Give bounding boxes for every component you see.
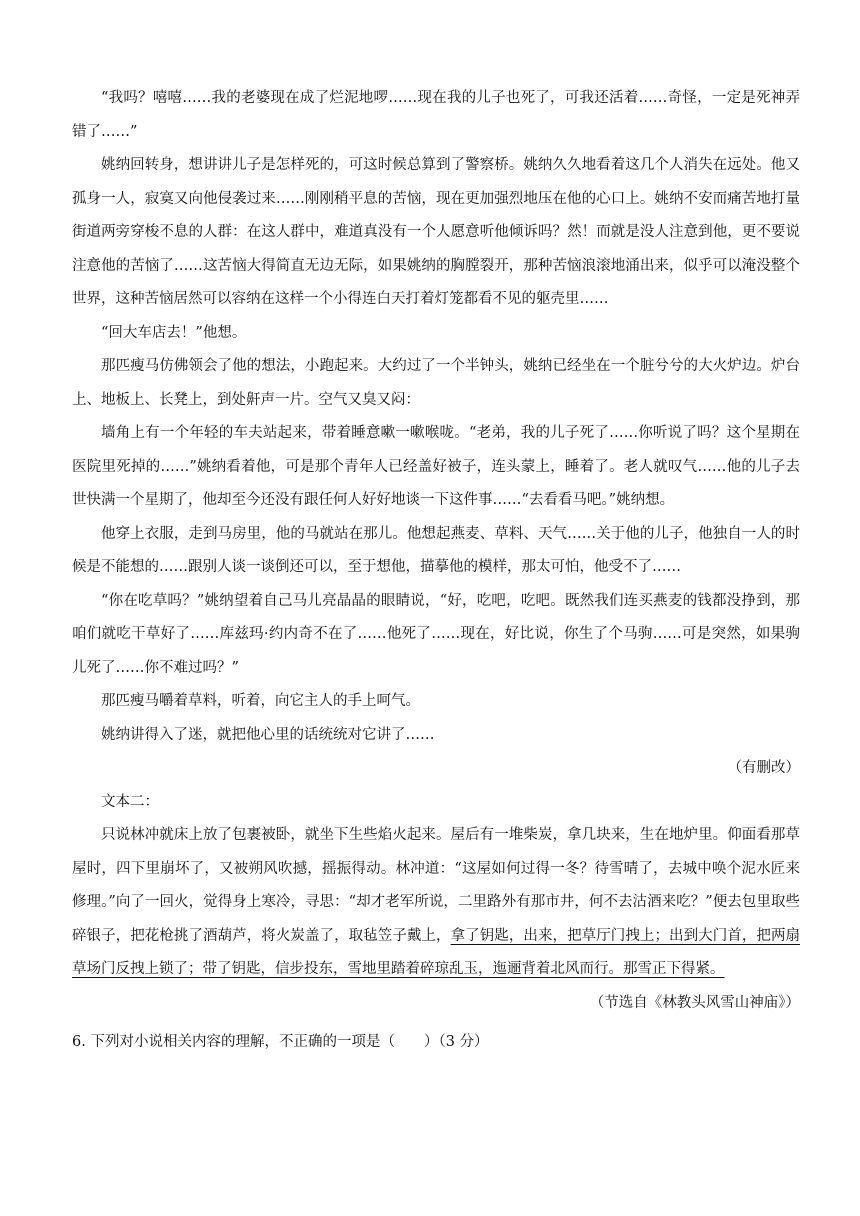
paragraph-10-text: 只说林冲就床上放了包裹被卧，就坐下生些焰火起来。屋后有一堆柴炭，拿几块来，生在地炉里。仰面看那草屋时，四下里崩坏了，又被朔风吹撼，摇振得动。林冲道：“这屋如何过得一冬？待雪晴了，去城中唤个泥水匠来修理。”向了一回火，觉得身上寒冷，寻思：“却才老军所说，二里路外有那市井，何不去沽酒来吃？”便去包里取些碎银子，把花枪挑了酒葫芦，将火炭盖了，取毡笠子戴上， [72,827,800,944]
underlined-passage: 拿了钥匙，出来，把草厅门拽上；出到大门首，把两扇草场门反拽上锁了；带了钥匙，信步投东，雪地里踏着碎琼乱玉，迤逦背着北风而行。那雪正下得紧。 [72,927,800,977]
document-content [72,82,800,1060]
paragraph-10 [72,819,800,987]
question-6: 6. 下列对小说相关内容的理解，不正确的一项是（ ）（3 分） [72,1034,489,1050]
paragraph-9: 姚纳讲得入了迷，就把他心里的话统统对它讲了…… [101,726,435,743]
text2-label: 文本二： [101,793,159,810]
source-note-1: （有删改） [727,760,800,776]
source-note-2: （节选自《林教头风雪山神庙》） [589,994,800,1011]
paragraph-3: “回大车店去！”他想。 [101,324,247,341]
paragraph-5: 墙角上有一个年轻的车夫站起来，带着睡意嗽一嗽喉咙。“老弟，我的儿子死了……你听说了吗？这个星期在医院里死掉的……”姚纳看着他，可是那个青年人已经盖好被子，连头蒙上，睡着了。老人就叹气……他的儿子去世快满一个星期了，他却至今还没有跟任何人好好地谈一下这件事……“去看看马吧。”姚纳想。 [72,425,800,508]
paragraph-6: 他穿上衣服，走到马房里，他的马就站在那儿。他想起燕麦、草料、天气……关于他的儿子，他独自一人的时候是不能想的……跟别人谈一谈倒还可以，至于想他，描摹他的模样，那太可怕，他受不了…… [72,525,800,575]
paragraph-4: 那匹瘦马仿佛领会了他的想法，小跑起来。大约过了一个半钟头，姚纳已经坐在一个脏兮兮的大火炉边。炉台上、地板上、长凳上，到处鼾声一片。空气又臭又闷： [72,358,800,408]
paragraph-2: 姚纳回转身，想讲讲儿子是怎样死的，可这时候总算到了警察桥。姚纳久久地看着这几个人消失在远处。他又孤身一人，寂寞又向他侵袭过来……刚刚稍平息的苦恼，现在更加强烈地压在他的心口上。姚纳不安而痛苦地打量街道两旁穿梭不息的人群：在这人群中，难道真没有一个人愿意听他倾诉吗？然！而就是没人注意到他，更不要说注意他的苦恼了……这苦恼大得简直无边无际，如果姚纳的胸膛裂开，那种苦恼浪滚地涌出来，似乎可以淹没整个世界，这种苦恼居然可以容纳在这样一个小得连白天打着灯笼都看不见的躯壳里…… [72,157,800,307]
paragraph-8: 那匹瘦马嚼着草料，听着，向它主人的手上呵气。 [101,693,420,709]
paragraph-7: “你在吃草吗？”姚纳望着自己马儿亮晶晶的眼睛说，“好，吃吧，吃吧。既然我们连买燕麦的钱都没挣到，那咱们就吃干草好了……库兹玛·约内奇不在了……他死了……现在，好比说，你生了个马驹……可是突然，如果驹儿死了……你不难过吗？” [72,592,800,676]
paragraph-1: “我吗？嘻嘻……我的老婆现在成了烂泥地啰……现在我的儿子也死了，可我还活着……奇怪，一定是死神弄错了……” [72,90,800,140]
